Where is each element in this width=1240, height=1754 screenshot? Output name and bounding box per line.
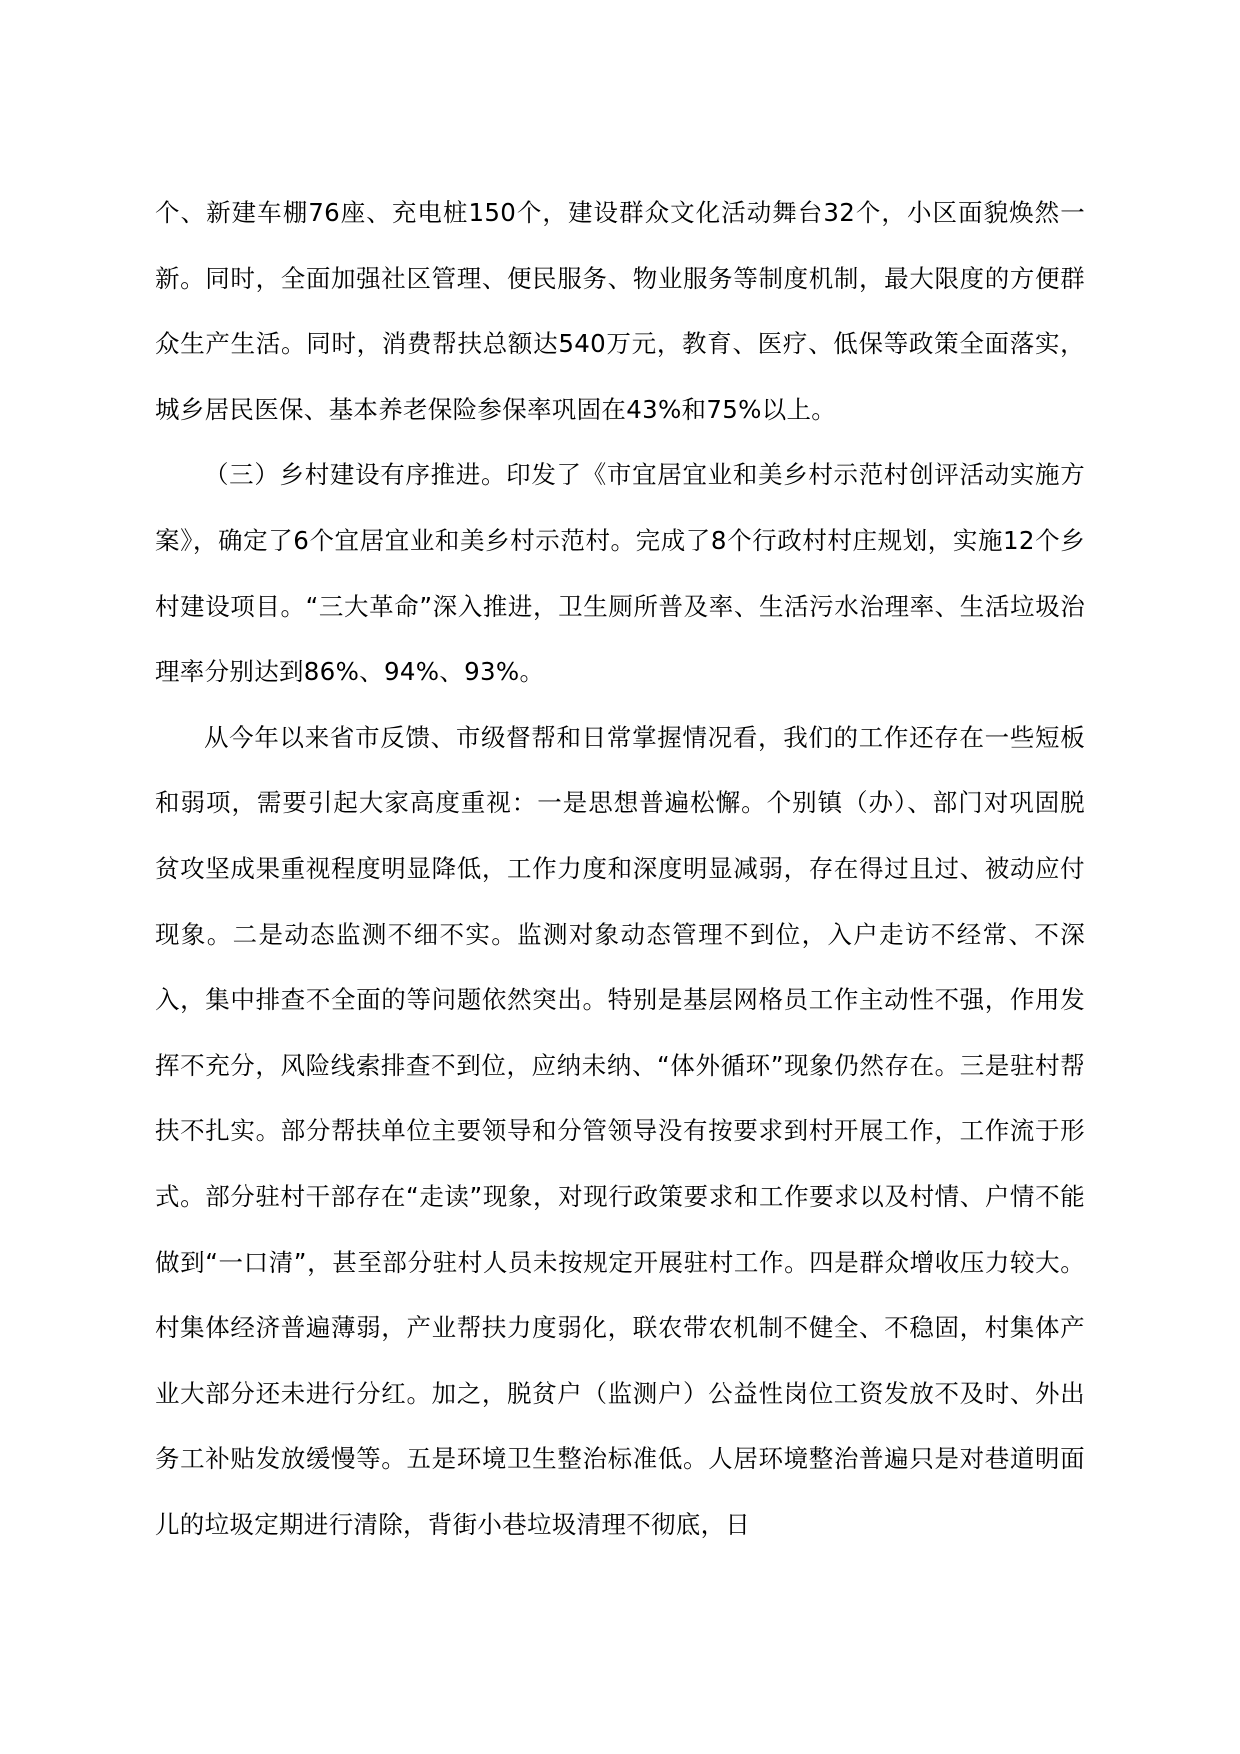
paragraph-section-three: （三）乡村建设有序推进。印发了《市宜居宜业和美乡村示范村创评活动实施方案》，确定了6个宜居宜业和美乡村示范村。完成了8个行政村村庄规划，实施12个乡村建设项目。“三大革命”深入推进，卫生厕所普及率、生活污水治理率、生活垃圾治理率分别达到86%、94%、93%。 [155, 460, 1085, 687]
paragraph-problems: 从今年以来省市反馈、市级督帮和日常掌握情况看，我们的工作还存在一些短板和弱项，需要引起大家高度重视：一是思想普遍松懈。个别镇（办）、部门对巩固脱贫攻坚成果重视程度明显降低，工作力度和深度明显减弱，存在得过且过、被动应付现象。二是动态监测不细不实。监测对象动态管理不到位，入户走访不经常、不深入，集中排查不全面的等问题依然突出。特别是基层网格员工作主动性不强，作用发挥不充分，风险线索排查不到位，应纳未纳、“体外循环”现象仍然存在。三是驻村帮扶不扎实。部分帮扶单位主要领导和分管领导没有按要求到村开展工作，工作流于形式。部分驻村干部存在“走读”现象，对现行政策要求和工作要求以及村情、户情不能做到“一口清”，甚至部分驻村人员未按规定开展驻村工作。四是群众增收压力较大。村集体经济普遍薄弱，产业帮扶力度弱化，联农带农机制不健全、不稳固，村集体产业大部分还未进行分红。加之，脱贫户（监测户）公益性岗位工资发放不及时、外出务工补贴发放缓慢等。五是环境卫生整治标准低。人居环境整治普遍只是对巷道明面儿的垃圾定期进行清除，背街小巷垃圾清理不彻底，日 [155, 722, 1085, 1539]
paragraph-continuation: 个、新建车棚76座、充电桩150个，建设群众文化活动舞台32个，小区面貌焕然一新。同时，全面加强社区管理、便民服务、物业服务等制度机制，最大限度的方便群众生产生活。同时，消费帮扶总额达540万元，教育、医疗、低保等政策全面落实，城乡居民医保、基本养老保险参保率巩固在43%和75%以上。 [155, 198, 1085, 424]
document-body [155, 180, 1085, 1557]
